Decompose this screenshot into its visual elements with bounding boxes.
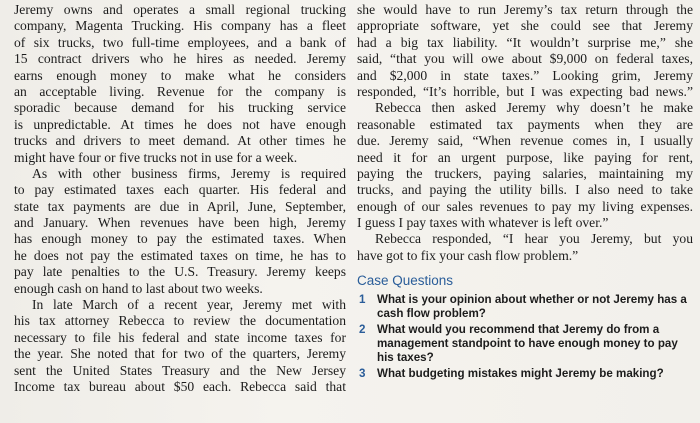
text-line: I guess I pay taxes with whatever is left over.” bbox=[357, 215, 609, 231]
text-line: had a big tax liability. “It wouldn’t surprise me,” she bbox=[357, 34, 693, 50]
case-question bbox=[357, 367, 693, 381]
text-line: trucks, and paying the utility bills. I also need to take bbox=[357, 182, 693, 198]
text-line: paying the truckers, paying salaries, maintaining my bbox=[357, 165, 693, 181]
text-line: due. Jeremy said, “When revenue comes in, I usually bbox=[357, 133, 693, 149]
question-text: What budgeting mistakes might Jeremy be making? bbox=[377, 367, 664, 381]
text-line: necessary to file his federal and state income taxes for bbox=[14, 329, 346, 345]
text-line: enough cash on hand to last about two weeks. bbox=[14, 280, 263, 296]
text-line: and January. When revenues have been high, Jeremy bbox=[14, 215, 346, 231]
right-column-text bbox=[357, 2, 693, 264]
text-line: sporadic because demand for his trucking service bbox=[14, 100, 346, 116]
question-text: What is your opinion about whether or not Jeremy has a cash flow problem? bbox=[377, 293, 687, 320]
text-line: to pay estimated taxes each quarter. His federal and bbox=[14, 182, 346, 198]
text-line: his tax attorney Rebecca to review the documentation bbox=[14, 313, 346, 329]
question-number: 2 bbox=[359, 323, 366, 337]
text-line: state tax payments are due in April, June, September, bbox=[14, 198, 346, 214]
question-number: 1 bbox=[359, 293, 366, 307]
text-line: he does not pay the estimated taxes on time, he has to bbox=[14, 247, 346, 263]
text-line: earns enough money to make what he considers bbox=[14, 67, 346, 83]
text-line: sent the United States Treasury and the New Jersey bbox=[14, 362, 346, 378]
text-line: have got to fix your cash flow problem.” bbox=[357, 247, 579, 263]
text-line: pay late penalties to the U.S. Treasury. Jeremy keeps bbox=[14, 264, 346, 280]
text-line: In late March of a recent year, Jeremy met with bbox=[32, 297, 346, 313]
text-line: said, “that you will owe about $9,000 on federal taxes, bbox=[357, 51, 693, 67]
text-line: the year. She noted that for two of the quarters, Jeremy bbox=[14, 346, 346, 362]
question-number: 3 bbox=[359, 367, 366, 381]
text-line: Jeremy owns and operates a small regional trucking bbox=[14, 2, 346, 17]
left-column bbox=[14, 2, 346, 395]
text-line: As with other business firms, Jeremy is required bbox=[32, 165, 346, 181]
text-line: Rebecca then asked Jeremy why doesn’t he make bbox=[375, 100, 693, 116]
text-line: reasonable estimated tax payments when they are bbox=[357, 116, 693, 132]
text-line: responded, “It’s horrible, but I was expecting bad news.” bbox=[357, 83, 693, 99]
text-line: and $2,000 in state taxes.” Looking grim, Jeremy bbox=[357, 67, 693, 83]
text-line: an acceptable living. Revenue for the company is bbox=[14, 83, 346, 99]
text-line: trucks and drivers to meet demand. At other times he bbox=[14, 133, 346, 149]
text-line: enough of our sales revenues to pay my living expenses. bbox=[357, 198, 693, 214]
right-column bbox=[357, 2, 693, 381]
text-line: is unpredictable. At times he does not have enough bbox=[14, 116, 346, 132]
text-line: Income tax bureau about $50 each. Rebecca said that bbox=[14, 378, 346, 394]
text-line: might have four or five trucks not in use for a week. bbox=[14, 149, 298, 165]
question-text: What would you recommend that Jeremy do from a management standpoint to have enough money to pay his taxes? bbox=[377, 323, 678, 364]
text-line: of six trucks, two full-time employees, and a bank of bbox=[14, 34, 346, 50]
text-line: she would have to run Jeremy’s tax return through the bbox=[357, 2, 693, 17]
case-questions-list bbox=[357, 293, 693, 381]
text-line: Rebecca responded, “I hear you Jeremy, but you bbox=[375, 231, 693, 247]
text-line: company, Magenta Trucking. His company has a fleet bbox=[14, 18, 346, 34]
text-line: appropriate software, yet she could see that Jeremy bbox=[357, 18, 693, 34]
text-line: has enough money to pay the estimated taxes. When bbox=[14, 231, 346, 247]
case-question bbox=[357, 293, 693, 320]
text-line: 15 contract drivers who he hires as needed. Jeremy bbox=[14, 51, 346, 67]
text-line: need it for an urgent purpose, like paying for rent, bbox=[357, 149, 693, 165]
case-question bbox=[357, 323, 693, 364]
case-questions-heading: Case Questions bbox=[357, 273, 454, 289]
